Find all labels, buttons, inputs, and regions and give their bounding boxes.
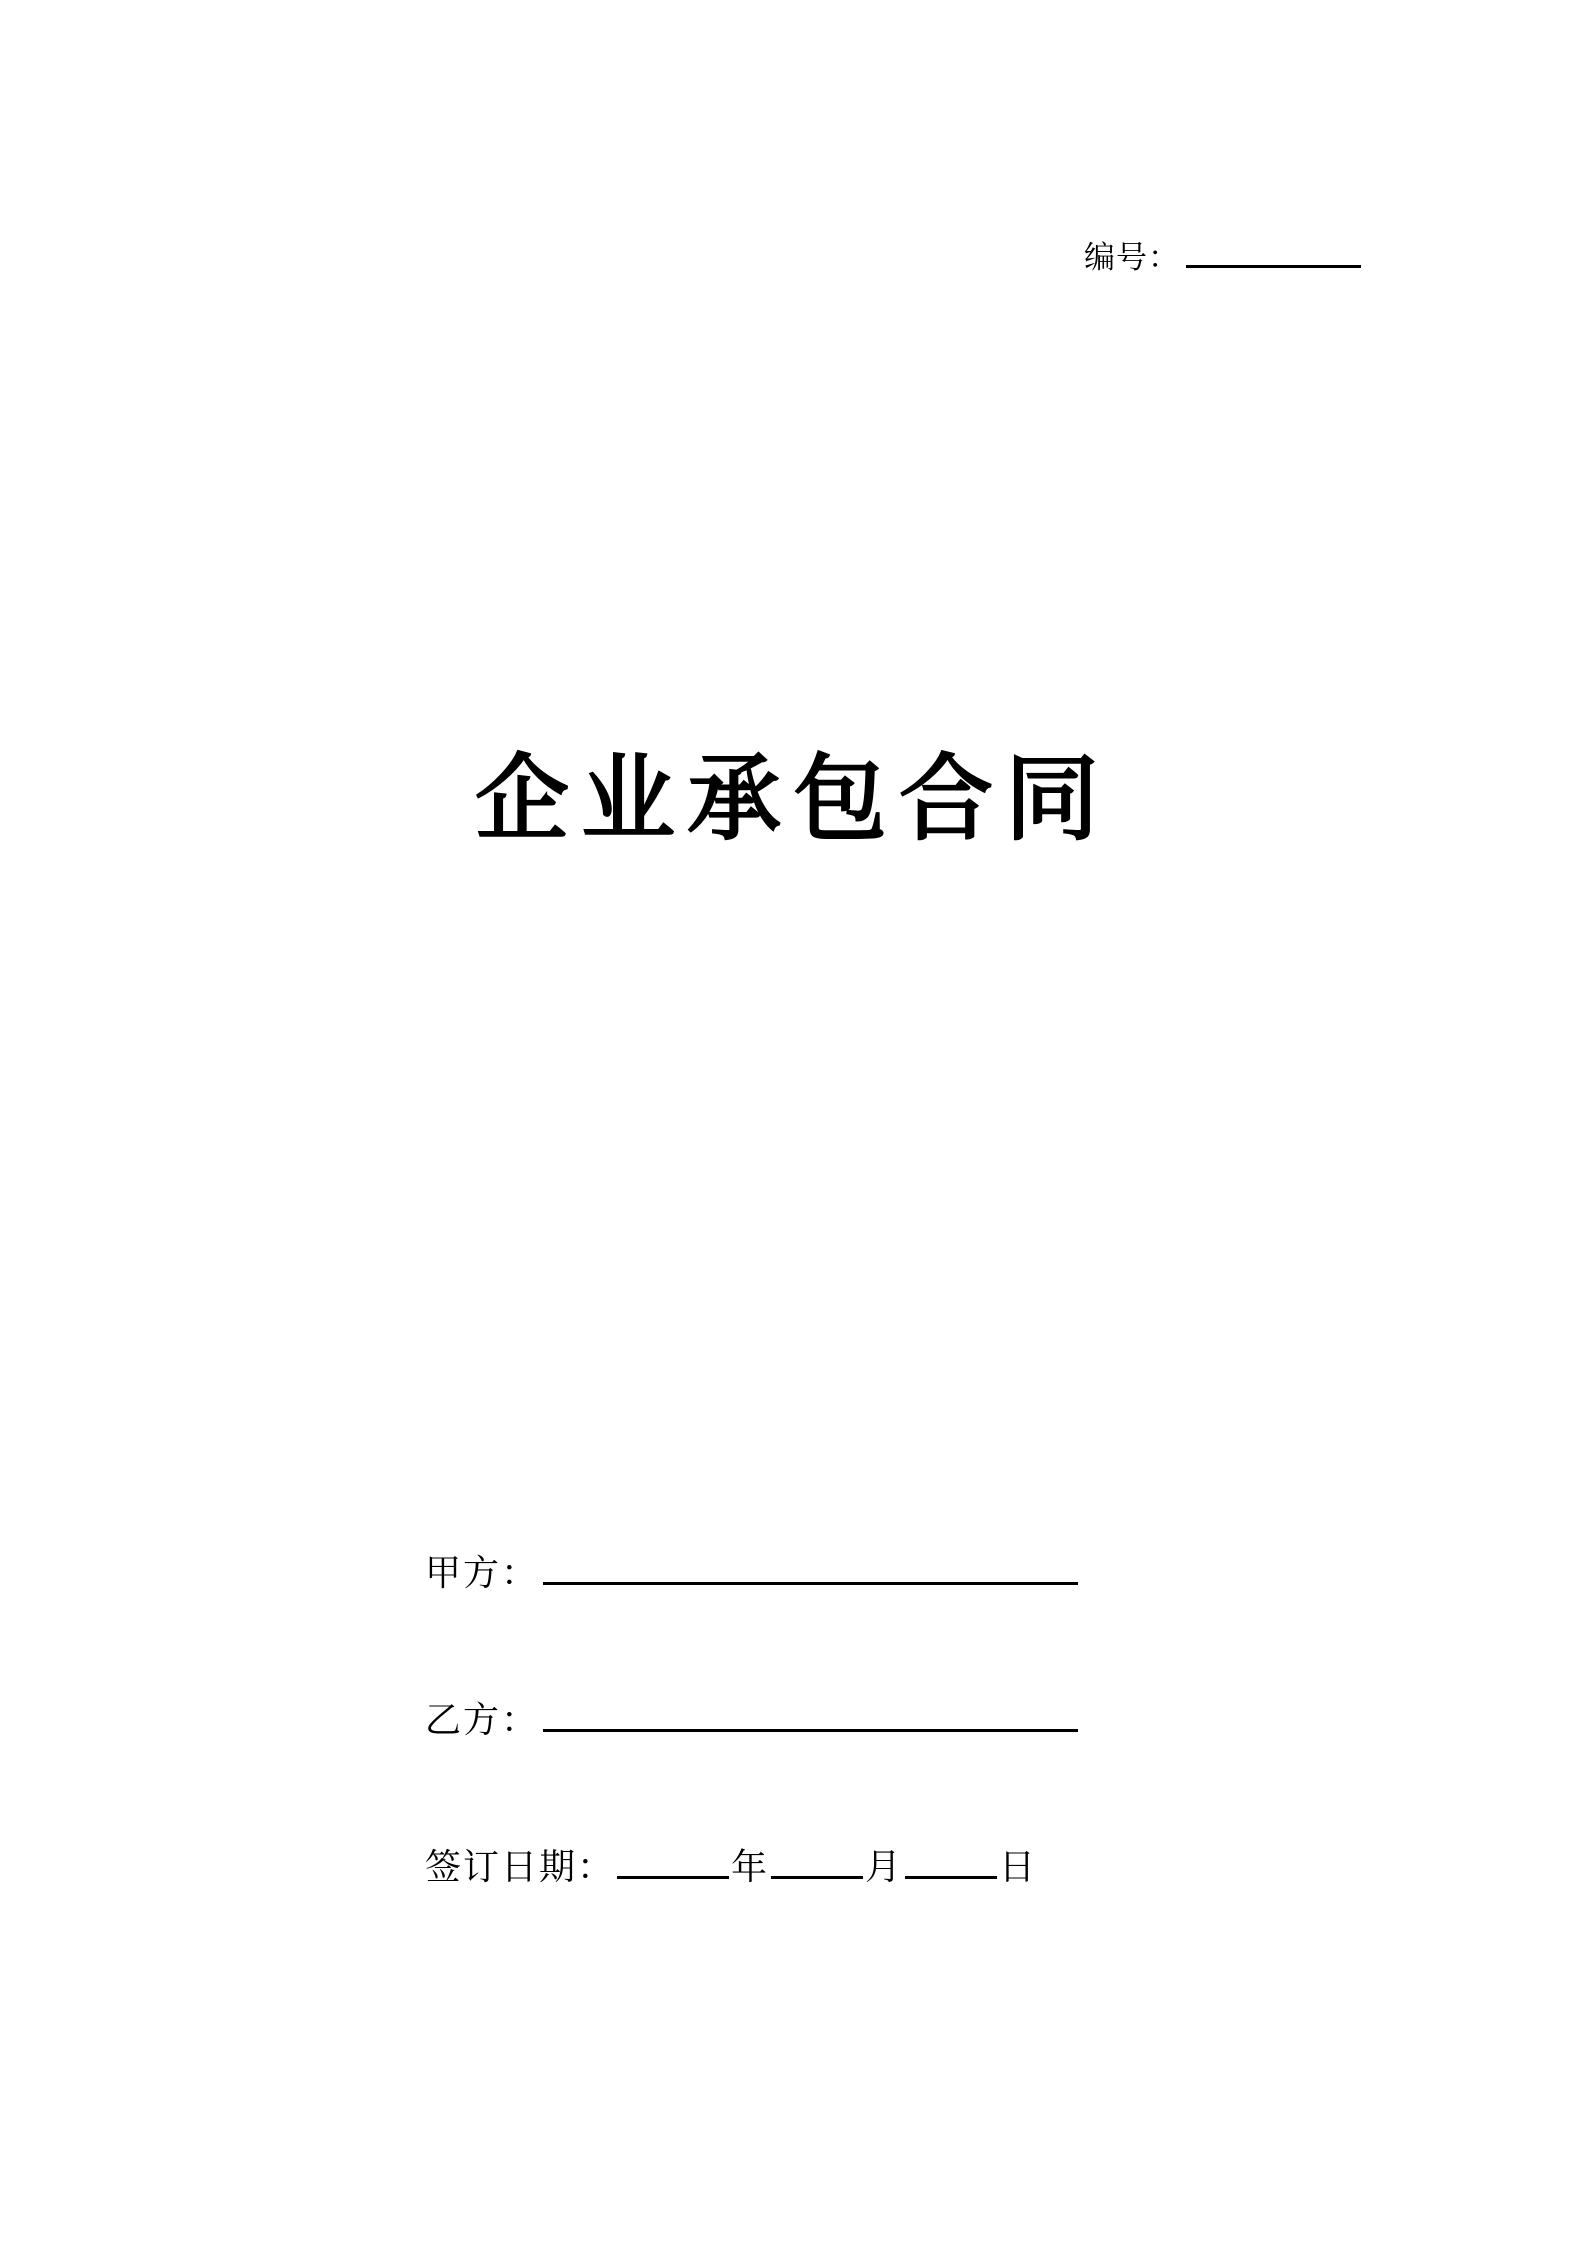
- page-title: 企业承包合同: [474, 744, 1111, 854]
- party-b-label-suffix: 方：: [463, 1700, 540, 1740]
- party-a-label-suffix: 方：: [463, 1553, 540, 1593]
- party-a-row: [425, 1545, 1275, 1596]
- party-b-label: [425, 1692, 539, 1743]
- sign-date-year-field[interactable]: [617, 1846, 729, 1879]
- serial-number-label: 编号：: [1084, 240, 1180, 275]
- sign-date-year-unit: 年: [731, 1847, 770, 1887]
- sign-date-day-unit: 日: [999, 1847, 1038, 1887]
- party-a-label-char: 甲: [425, 1553, 464, 1593]
- serial-number-field[interactable]: [1186, 239, 1361, 268]
- sign-date-day-field[interactable]: [905, 1846, 997, 1879]
- party-b-label-char: 乙: [425, 1700, 464, 1740]
- signature-block: [425, 1545, 1275, 1890]
- sign-date-row: [425, 1839, 1275, 1890]
- party-b-field[interactable]: [543, 1699, 1078, 1732]
- party-a-label: [425, 1545, 539, 1596]
- sign-date-month-unit: 月: [865, 1847, 904, 1887]
- sign-date-month-field[interactable]: [771, 1846, 863, 1879]
- party-a-field[interactable]: [543, 1552, 1078, 1585]
- serial-number-row: [1084, 232, 1361, 277]
- sign-date-label: 签订日期：: [425, 1847, 616, 1887]
- party-b-row: [425, 1692, 1275, 1743]
